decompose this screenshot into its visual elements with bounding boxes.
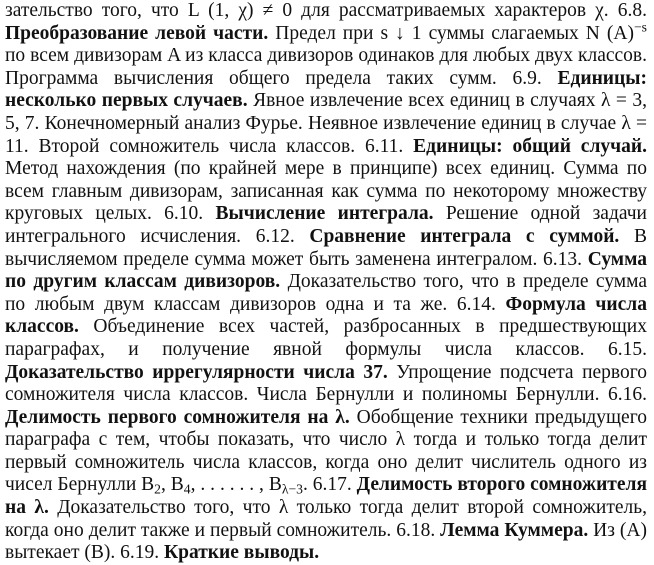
subscript: 4 bbox=[183, 481, 191, 497]
body-text: Из (A) вытекает (B). 6.19. bbox=[5, 519, 647, 564]
body-text: , B bbox=[161, 474, 184, 496]
body-text: . 6.17. bbox=[302, 474, 357, 496]
subscript: 2 bbox=[154, 481, 161, 497]
section-heading: Доказательство иррегулярности числа 37. bbox=[5, 361, 388, 383]
body-text: Решение одной задачи интегрального исчисления. 6.12. bbox=[5, 203, 647, 247]
body-text: Доказательство того, что λ только тогда делит второй сомножитель, когда оно делит также и первый сомножитель. 6.18. bbox=[5, 497, 647, 541]
section-heading: Единицы: общий случай. bbox=[413, 135, 647, 157]
body-text: Упрощение подсчета первого сомножителя числа классов. Числа Бернулли и полиномы Бернулли. 6.16. bbox=[5, 361, 647, 406]
section-heading: Сумма по другим классам дивизоров. bbox=[5, 248, 647, 293]
section-heading: Делимость второго сомножителя на λ. bbox=[5, 474, 648, 519]
section-heading: Лемма Куммера. bbox=[440, 519, 589, 541]
superscript: −s bbox=[633, 19, 647, 35]
section-heading: Краткие выводы. bbox=[164, 542, 320, 564]
body-text: Обобщение техники предыдущего параграфа с тем, чтобы показать, что число λ тогда и только тогда делит первый сомножитель числа классов, когда оно делит числитель одного из чисел Бернулли B bbox=[5, 406, 647, 496]
body-text: Объединение всех частей, разбросанных в предшествующих параграфах, и получение явной формулы числа классов. 6.15. bbox=[5, 316, 647, 360]
section-heading: Единицы: несколько первых случаев. bbox=[5, 67, 647, 112]
body-text: , . . . . . . , B bbox=[190, 474, 282, 496]
body-text: В вычисляемом пределе сумма может быть заменена интегралом. 6.13. bbox=[5, 225, 647, 270]
body-text: Явное извлечение всех единиц в случаях λ = 3, 5, 7. Конечномерный анализ Фурье. Неявное извлечение единиц в случае λ = 11. Второй сомножитель числа классов. 6.11. bbox=[5, 90, 647, 157]
body-text: по всем дивизорам A из класса дивизоров одинаков для любых двух классов. Программа вычисления общего предела таких сумм. 6.9. bbox=[5, 45, 647, 89]
section-heading: Сравнение интеграла с суммой. bbox=[309, 225, 620, 247]
section-heading: Преобразование левой части. bbox=[5, 22, 269, 44]
section-heading: Вычисление интеграла. bbox=[215, 203, 434, 225]
body-text: Предел при s ↓ 1 суммы слагаемых N (A) bbox=[268, 22, 634, 44]
body-text: Метод нахождения (по крайней мере в принципе) всех единиц. Сумма по всем главным дивизорам, записанная как сумма по некоторому множеству круговых целых. 6.10. bbox=[5, 158, 647, 225]
section-heading: Формула числа классов. bbox=[5, 293, 647, 338]
contents-paragraph bbox=[5, 0, 647, 565]
body-text: Доказательство того, что в пределе сумма по любым двум классам дивизоров одна и та же. 6.14. bbox=[5, 271, 648, 315]
body-text: зательство того, что L (1, χ) ≠ 0 для рассматриваемых характеров χ. 6.8. bbox=[5, 0, 647, 21]
subscript: λ−3 bbox=[281, 481, 303, 497]
section-heading: Делимость первого сомножителя на λ. bbox=[5, 406, 350, 428]
